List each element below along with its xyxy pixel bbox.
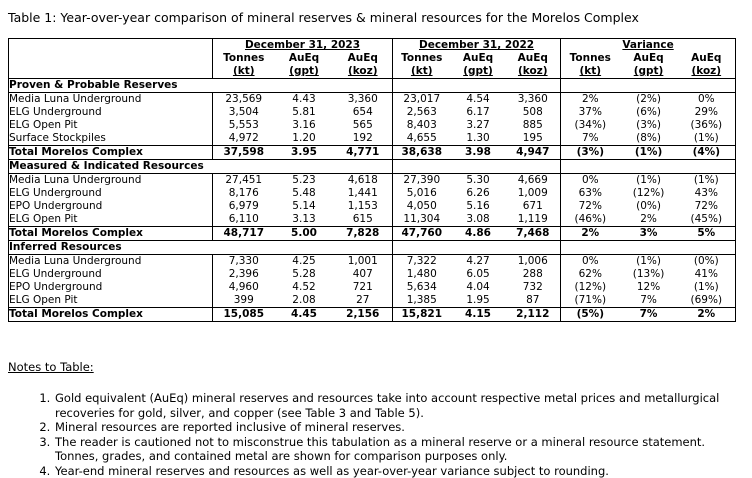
col-unit-text: (kt): [233, 65, 255, 77]
value-cell: 5.14: [275, 200, 334, 213]
value-cell: (8%): [620, 132, 678, 146]
value-cell: 4,669: [506, 174, 561, 188]
value-cell: 23,017: [393, 93, 451, 107]
total-value-cell: (1%): [620, 146, 678, 160]
total-value-cell: 4,771: [334, 146, 393, 160]
col-unit-text: (koz): [691, 65, 721, 77]
value-cell: 6.17: [451, 106, 506, 119]
value-cell: 654: [334, 106, 393, 119]
value-cell: 62%: [561, 268, 620, 281]
col-header: AuEq: [506, 52, 561, 65]
value-cell: 4,655: [393, 132, 451, 146]
value-cell: 2.08: [275, 294, 334, 308]
value-cell: 23,569: [213, 93, 275, 107]
group-header-text: Variance: [622, 39, 673, 51]
col-unit: [506, 65, 561, 79]
row-label: ELG Open Pit: [9, 213, 213, 227]
total-value-cell: 38,638: [393, 146, 451, 160]
header-unit-row: [9, 65, 736, 79]
table-row: [9, 119, 736, 132]
value-cell: 4.04: [451, 281, 506, 294]
total-value-cell: 15,085: [213, 308, 275, 322]
value-cell: 3,360: [506, 93, 561, 107]
row-label: EPO Underground: [9, 281, 213, 294]
total-value-cell: 4.15: [451, 308, 506, 322]
table-row: [9, 106, 736, 119]
note-item: 2. Mineral resources are reported inclusive of mineral reserves.: [54, 420, 738, 435]
value-cell: 671: [506, 200, 561, 213]
value-cell: 4,972: [213, 132, 275, 146]
total-label: Total Morelos Complex: [9, 308, 213, 322]
value-cell: 7%: [561, 132, 620, 146]
value-cell: 1.95: [451, 294, 506, 308]
value-cell: (46%): [561, 213, 620, 227]
total-value-cell: 4.45: [275, 308, 334, 322]
value-cell: (12%): [561, 281, 620, 294]
value-cell: (1%): [620, 174, 678, 188]
value-cell: 0%: [678, 93, 736, 107]
value-cell: 3,504: [213, 106, 275, 119]
value-cell: 11,304: [393, 213, 451, 227]
value-cell: 2,396: [213, 268, 275, 281]
row-label: Media Luna Underground: [9, 255, 213, 269]
value-cell: 1,385: [393, 294, 451, 308]
value-cell: 407: [334, 268, 393, 281]
reserves-table: [8, 38, 736, 322]
col-header: AuEq: [678, 52, 736, 65]
value-cell: 5,016: [393, 187, 451, 200]
section-title: Measured & Indicated Resources: [9, 160, 393, 174]
value-cell: 5,634: [393, 281, 451, 294]
col-unit: [334, 65, 393, 79]
table-row: [9, 255, 736, 269]
row-label: Media Luna Underground: [9, 174, 213, 188]
value-cell: (1%): [620, 255, 678, 269]
value-cell: 508: [506, 106, 561, 119]
col-unit-text: (kt): [411, 65, 433, 77]
total-value-cell: (3%): [561, 146, 620, 160]
page-title: Table 1: Year-over-year comparison of mineral reserves & mineral resources for the Morelos Complex: [8, 10, 752, 26]
notes-section: [8, 360, 738, 478]
header-name-row: [9, 52, 736, 65]
total-row: [9, 146, 736, 160]
corner-cell: [9, 65, 213, 79]
value-cell: 6,110: [213, 213, 275, 227]
group-header-text: December 31, 2023: [245, 39, 360, 51]
total-value-cell: 47,760: [393, 227, 451, 241]
value-cell: 1.30: [451, 132, 506, 146]
table-row: [9, 174, 736, 188]
note-item: 1. Gold equivalent (AuEq) mineral reserves and resources take into account respective metal prices and metallurgical recoveries for gold, silver, and copper (see Table 3 and Table 5).: [54, 391, 738, 420]
value-cell: 29%: [678, 106, 736, 119]
value-cell: 3,360: [334, 93, 393, 107]
total-value-cell: 15,821: [393, 308, 451, 322]
total-value-cell: 2%: [561, 227, 620, 241]
header-group-row: [9, 39, 736, 53]
total-value-cell: 2,156: [334, 308, 393, 322]
col-unit-text: (gpt): [634, 65, 664, 77]
total-value-cell: 3.95: [275, 146, 334, 160]
col-header: AuEq: [451, 52, 506, 65]
total-label: Total Morelos Complex: [9, 146, 213, 160]
value-cell: (3%): [620, 119, 678, 132]
total-value-cell: 37,598: [213, 146, 275, 160]
value-cell: 5,553: [213, 119, 275, 132]
value-cell: (2%): [620, 93, 678, 107]
value-cell: 615: [334, 213, 393, 227]
total-label: Total Morelos Complex: [9, 227, 213, 241]
value-cell: 1,480: [393, 268, 451, 281]
value-cell: (34%): [561, 119, 620, 132]
section-spacer: [393, 241, 561, 255]
col-unit-text: (koz): [348, 65, 378, 77]
total-value-cell: (5%): [561, 308, 620, 322]
table-row: [9, 132, 736, 146]
value-cell: 195: [506, 132, 561, 146]
row-label: ELG Underground: [9, 106, 213, 119]
value-cell: 5.48: [275, 187, 334, 200]
value-cell: 3.16: [275, 119, 334, 132]
total-value-cell: 2%: [678, 308, 736, 322]
group-header: [393, 39, 561, 53]
total-value-cell: 7%: [620, 308, 678, 322]
value-cell: 4.27: [451, 255, 506, 269]
value-cell: 6,979: [213, 200, 275, 213]
col-unit: [275, 65, 334, 79]
total-value-cell: 7,468: [506, 227, 561, 241]
notes-heading: Notes to Table:: [8, 360, 738, 375]
total-value-cell: 3.98: [451, 146, 506, 160]
total-value-cell: (4%): [678, 146, 736, 160]
value-cell: (1%): [678, 174, 736, 188]
value-cell: 885: [506, 119, 561, 132]
value-cell: 2%: [620, 213, 678, 227]
value-cell: 8,403: [393, 119, 451, 132]
value-cell: 4.52: [275, 281, 334, 294]
total-value-cell: 4.86: [451, 227, 506, 241]
value-cell: 5.81: [275, 106, 334, 119]
table-row: [9, 294, 736, 308]
value-cell: 1,441: [334, 187, 393, 200]
value-cell: 1.20: [275, 132, 334, 146]
total-value-cell: 7,828: [334, 227, 393, 241]
value-cell: 1,001: [334, 255, 393, 269]
value-cell: 8,176: [213, 187, 275, 200]
col-header: Tonnes: [393, 52, 451, 65]
table-row: [9, 213, 736, 227]
value-cell: 37%: [561, 106, 620, 119]
group-header: [213, 39, 393, 53]
section-row: [9, 79, 736, 93]
value-cell: 192: [334, 132, 393, 146]
value-cell: 4.54: [451, 93, 506, 107]
value-cell: 0%: [561, 174, 620, 188]
value-cell: 27,390: [393, 174, 451, 188]
col-header: Tonnes: [213, 52, 275, 65]
col-header: AuEq: [620, 52, 678, 65]
value-cell: (12%): [620, 187, 678, 200]
value-cell: 5.16: [451, 200, 506, 213]
value-cell: 732: [506, 281, 561, 294]
group-header: [561, 39, 736, 53]
col-unit: [451, 65, 506, 79]
value-cell: 5.28: [275, 268, 334, 281]
value-cell: 1,006: [506, 255, 561, 269]
col-header: AuEq: [275, 52, 334, 65]
col-unit: [678, 65, 736, 79]
value-cell: (0%): [620, 200, 678, 213]
value-cell: 3.13: [275, 213, 334, 227]
value-cell: 3.27: [451, 119, 506, 132]
value-cell: 12%: [620, 281, 678, 294]
value-cell: 721: [334, 281, 393, 294]
value-cell: 1,119: [506, 213, 561, 227]
value-cell: 43%: [678, 187, 736, 200]
value-cell: 6.26: [451, 187, 506, 200]
value-cell: 7,330: [213, 255, 275, 269]
value-cell: 0%: [561, 255, 620, 269]
value-cell: (69%): [678, 294, 736, 308]
notes-list: [8, 391, 738, 478]
table-row: [9, 281, 736, 294]
value-cell: 1,009: [506, 187, 561, 200]
value-cell: 4,050: [393, 200, 451, 213]
row-label: ELG Open Pit: [9, 119, 213, 132]
col-unit: [213, 65, 275, 79]
col-unit-text: (gpt): [289, 65, 319, 77]
total-value-cell: 3%: [620, 227, 678, 241]
value-cell: 5.30: [451, 174, 506, 188]
table-row: [9, 268, 736, 281]
section-spacer: [561, 160, 736, 174]
table-row: [9, 200, 736, 213]
value-cell: 2%: [561, 93, 620, 107]
value-cell: 1,153: [334, 200, 393, 213]
col-unit-text: (gpt): [463, 65, 493, 77]
value-cell: 565: [334, 119, 393, 132]
total-row: [9, 227, 736, 241]
value-cell: 27: [334, 294, 393, 308]
value-cell: (1%): [678, 132, 736, 146]
value-cell: (1%): [678, 281, 736, 294]
total-value-cell: 2,112: [506, 308, 561, 322]
note-item: 4. Year-end mineral reserves and resources as well as year-over-year variance subject to rounding.: [54, 464, 738, 478]
total-value-cell: 4,947: [506, 146, 561, 160]
section-spacer: [393, 79, 561, 93]
total-value-cell: 5%: [678, 227, 736, 241]
col-unit: [393, 65, 451, 79]
note-item: 3. The reader is cautioned not to misconstrue this tabulation as a mineral reserve or a mineral resource statement. Tonnes, grades, and contained metal are shown for comparison purposes only.: [54, 435, 738, 464]
corner-cell: [9, 39, 213, 53]
value-cell: 87: [506, 294, 561, 308]
col-unit-text: (kt): [579, 65, 601, 77]
value-cell: 63%: [561, 187, 620, 200]
section-title: Proven & Probable Reserves: [9, 79, 393, 93]
section-spacer: [561, 241, 736, 255]
table-row: [9, 93, 736, 107]
value-cell: 4,960: [213, 281, 275, 294]
section-title: Inferred Resources: [9, 241, 393, 255]
value-cell: (0%): [678, 255, 736, 269]
value-cell: 3.08: [451, 213, 506, 227]
col-unit-text: (koz): [518, 65, 548, 77]
col-header: AuEq: [334, 52, 393, 65]
row-label: Media Luna Underground: [9, 93, 213, 107]
value-cell: 41%: [678, 268, 736, 281]
section-spacer: [393, 160, 561, 174]
value-cell: 399: [213, 294, 275, 308]
row-label: ELG Open Pit: [9, 294, 213, 308]
row-label: ELG Underground: [9, 187, 213, 200]
col-unit: [561, 65, 620, 79]
value-cell: 6.05: [451, 268, 506, 281]
value-cell: 7,322: [393, 255, 451, 269]
value-cell: 27,451: [213, 174, 275, 188]
table-row: [9, 187, 736, 200]
section-row: [9, 241, 736, 255]
total-row: [9, 308, 736, 322]
value-cell: 72%: [678, 200, 736, 213]
value-cell: (45%): [678, 213, 736, 227]
value-cell: (36%): [678, 119, 736, 132]
section-spacer: [561, 79, 736, 93]
row-label: EPO Underground: [9, 200, 213, 213]
value-cell: 2,563: [393, 106, 451, 119]
corner-cell: [9, 52, 213, 65]
table-head: [9, 39, 736, 79]
col-unit: [620, 65, 678, 79]
total-value-cell: 48,717: [213, 227, 275, 241]
value-cell: (6%): [620, 106, 678, 119]
value-cell: 7%: [620, 294, 678, 308]
row-label: ELG Underground: [9, 268, 213, 281]
value-cell: (13%): [620, 268, 678, 281]
col-header: Tonnes: [561, 52, 620, 65]
section-row: [9, 160, 736, 174]
value-cell: 288: [506, 268, 561, 281]
value-cell: (71%): [561, 294, 620, 308]
group-header-text: December 31, 2022: [419, 39, 534, 51]
value-cell: 4.43: [275, 93, 334, 107]
row-label: Surface Stockpiles: [9, 132, 213, 146]
value-cell: 4,618: [334, 174, 393, 188]
total-value-cell: 5.00: [275, 227, 334, 241]
value-cell: 72%: [561, 200, 620, 213]
value-cell: 5.23: [275, 174, 334, 188]
value-cell: 4.25: [275, 255, 334, 269]
table-body: [9, 79, 736, 322]
